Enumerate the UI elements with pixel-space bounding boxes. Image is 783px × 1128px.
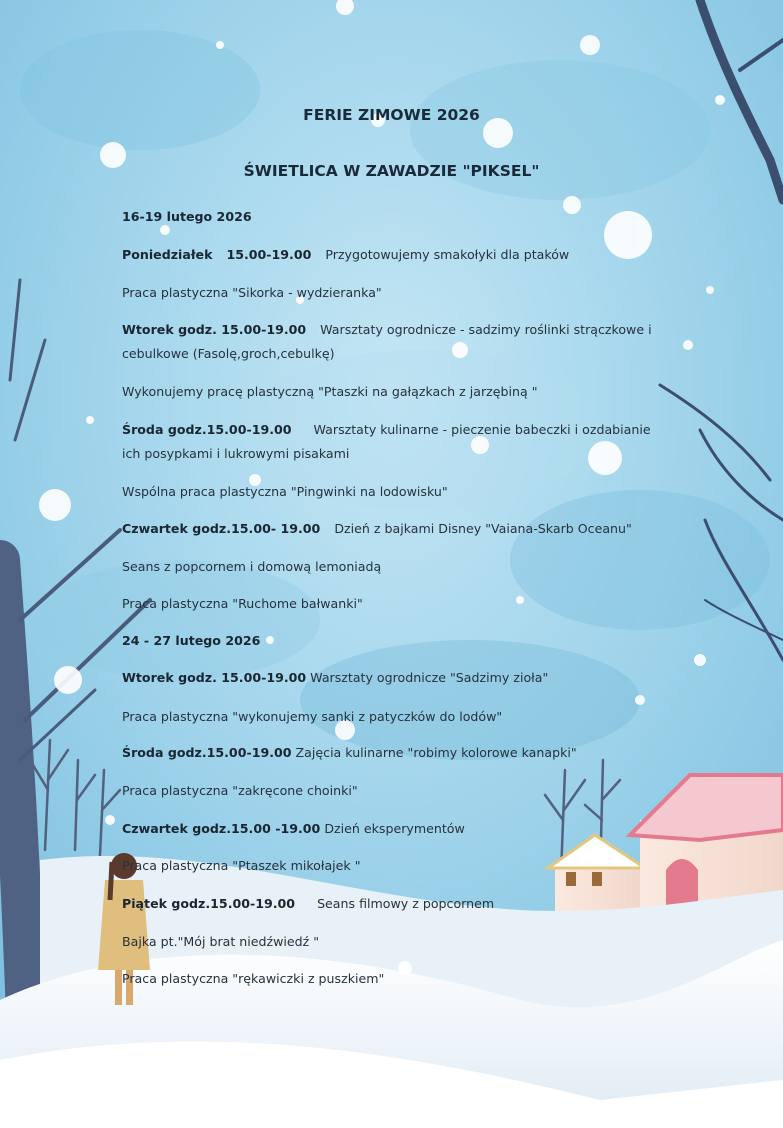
week2-friday-extra: Bajka pt."Mój brat niedźwiedź " [122,934,320,949]
week2-thursday: Czwartek godz.15.00 -19.00 Dzień eksperymentów [122,821,465,836]
week1-thursday-art: Praca plastyczna "Ruchome bałwanki" [122,596,363,611]
week1-wednesday: Środa godz.15.00-19.00 Warsztaty kulinarne - pieczenie babeczki i ozdabianie [122,422,651,437]
week1-thursday-extra: Seans z popcornem i domową lemoniadą [122,559,382,574]
week2-friday-art: Praca plastyczna "rękawiczki z puszkiem" [122,971,385,986]
week1-monday: Poniedziałek 15.00-19.00 Przygotowujemy smakołyki dla ptaków [122,247,570,262]
week2-thursday-art: Praca plastyczna "Ptaszek mikołajek " [122,858,361,873]
week2-friday: Piątek godz.15.00-19.00 Seans filmowy z popcornem [122,896,495,911]
week2-dates: 24 - 27 lutego 2026 [122,633,261,648]
week1-tuesday: Wtorek godz. 15.00-19.00 Warsztaty ogrodnicze - sadzimy roślinki strączkowe i [122,322,652,337]
page-title: FERIE ZIMOWE 2026 [303,106,480,124]
week2-tuesday-art: Praca plastyczna "wykonujemy sanki z patyczków do lodów" [122,709,503,724]
week2-wednesday: Środa godz.15.00-19.00 Zajęcia kulinarne "robimy kolorowe kanapki" [122,745,577,760]
week1-monday-art: Praca plastyczna "Sikorka - wydzieranka" [122,285,382,300]
week1-tuesday-cont: cebulkowe (Fasolę,groch,cebulkę) [122,346,335,361]
week2-wednesday-art: Praca plastyczna "zakręcone choinki" [122,783,358,798]
week1-dates: 16-19 lutego 2026 [122,209,252,224]
week1-tuesday-art: Wykonujemy pracę plastyczną "Ptaszki na gałązkach z jarzębiną " [122,384,538,399]
week1-wednesday-art: Wspólna praca plastyczna "Pingwinki na lodowisku" [122,484,448,499]
week1-thursday: Czwartek godz.15.00- 19.00 Dzień z bajkami Disney "Vaiana-Skarb Oceanu" [122,521,632,536]
week2-tuesday: Wtorek godz. 15.00-19.00 Warsztaty ogrodnicze "Sadzimy zioła" [122,670,549,685]
page-subtitle: ŚWIETLICA W ZAWADZIE "PIKSEL" [243,162,540,180]
week1-wednesday-cont: ich posypkami i lukrowymi pisakami [122,446,350,461]
